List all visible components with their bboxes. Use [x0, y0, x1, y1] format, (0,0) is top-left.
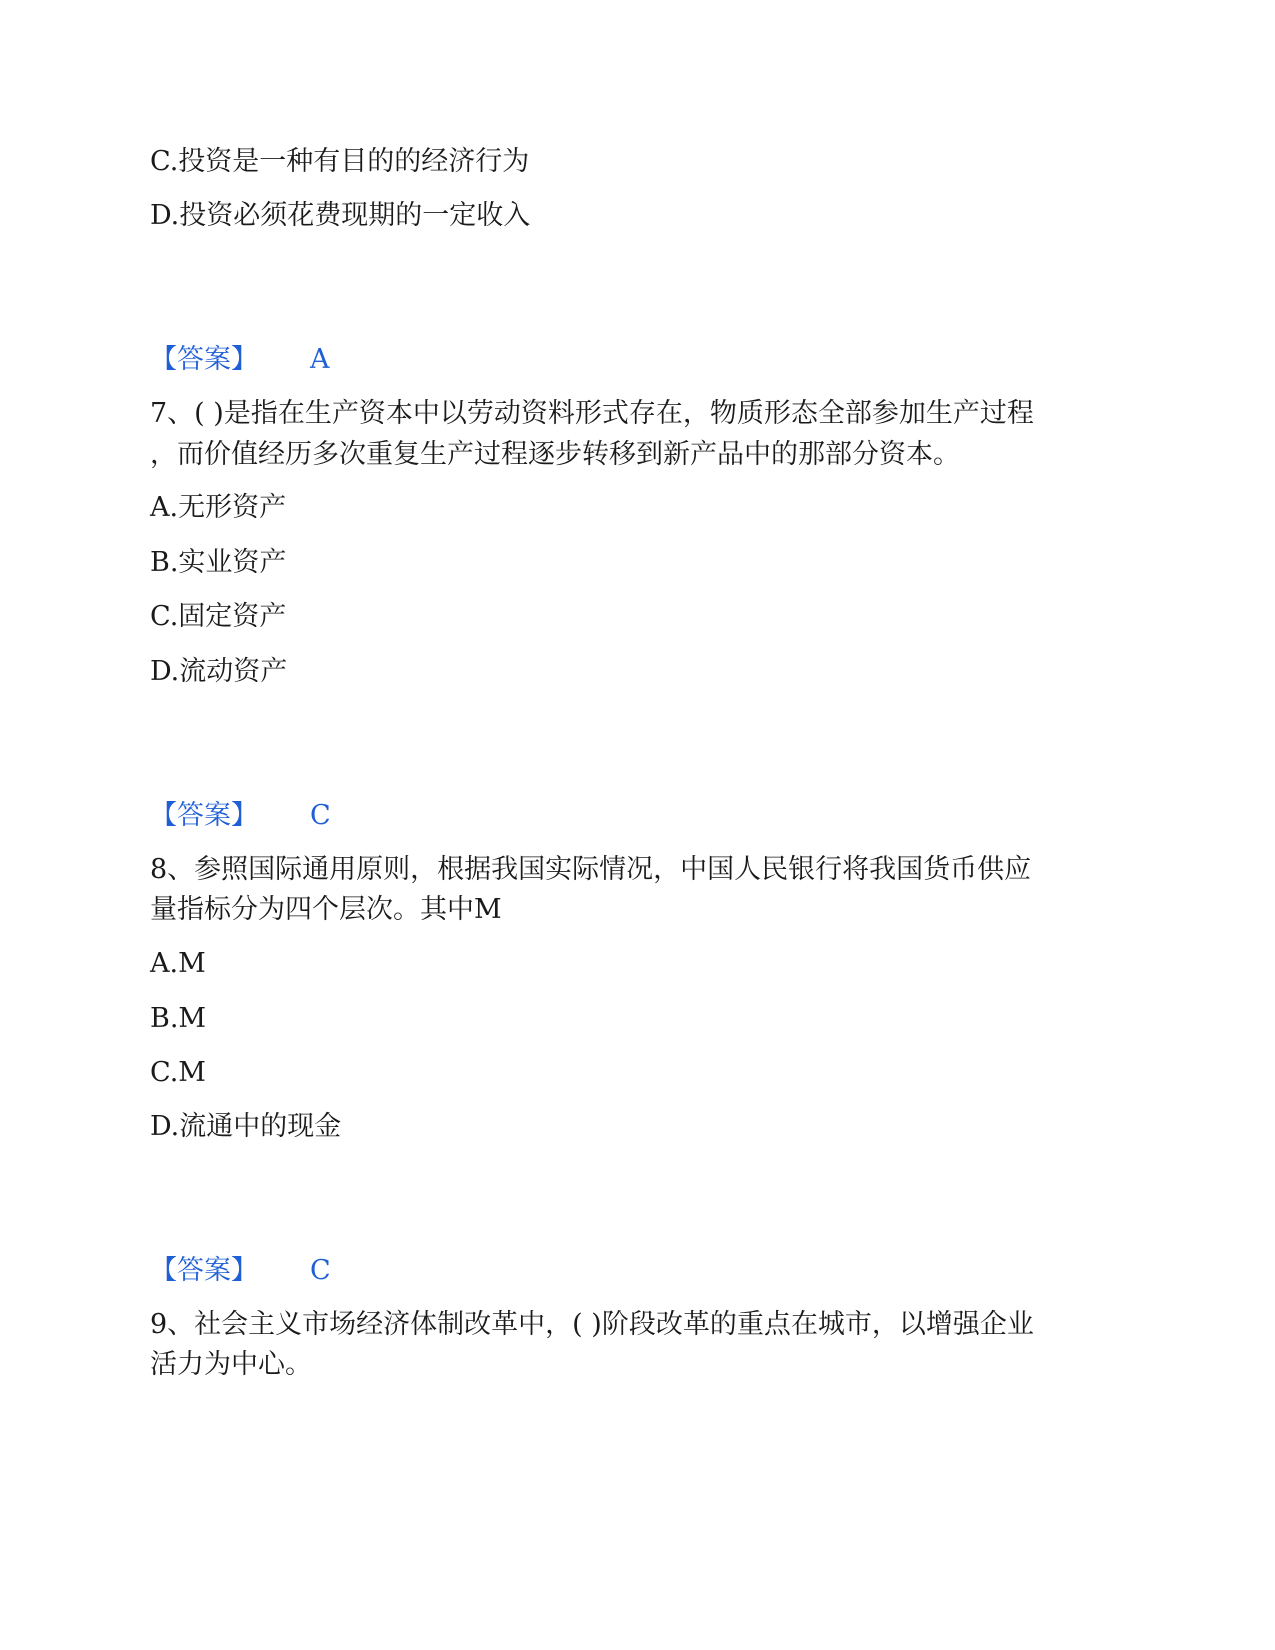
q6-answer	[150, 343, 330, 377]
q8-stem-line1: 8、参照国际通用原则，根据我国实际情况，中国人民银行将我国货币供应	[150, 854, 1032, 885]
q8-option-c: C.M	[150, 1057, 206, 1088]
q7-stem-line1: 7、( )是指在生产资本中以劳动资料形式存在，物质形态全部参加生产过程	[150, 398, 1034, 429]
q7-option-b: B.实业资产	[150, 547, 287, 578]
answer-value: C	[310, 800, 331, 831]
answer-label: 【答案】	[150, 1255, 258, 1286]
q8-answer	[150, 1254, 331, 1288]
answer-value: C	[310, 1255, 331, 1286]
q8-option-d: D.流通中的现金	[150, 1111, 342, 1142]
q8-option-a: A.M	[150, 948, 206, 979]
q8-option-b: B.M	[150, 1003, 207, 1034]
answer-label: 【答案】	[150, 344, 258, 375]
q7-option-a: A.无形资产	[150, 492, 287, 523]
q9-stem-line2: 活力为中心。	[150, 1349, 312, 1380]
q6-option-d: D.投资必须花费现期的一定收入	[150, 200, 531, 231]
answer-value: A	[310, 344, 330, 375]
q8-stem-line2: 量指标分为四个层次。其中M	[150, 894, 502, 925]
q7-stem-line2: ，而价值经历多次重复生产过程逐步转移到新产品中的那部分资本。	[150, 439, 960, 470]
q7-answer	[150, 799, 331, 833]
q7-option-d: D.流动资产	[150, 656, 288, 687]
answer-label: 【答案】	[150, 800, 258, 831]
q7-option-c: C.固定资产	[150, 601, 287, 632]
q9-stem-line1: 9、社会主义市场经济体制改革中，( )阶段改革的重点在城市，以增强企业	[150, 1309, 1034, 1340]
q6-option-c: C.投资是一种有目的的经济行为	[150, 146, 530, 177]
